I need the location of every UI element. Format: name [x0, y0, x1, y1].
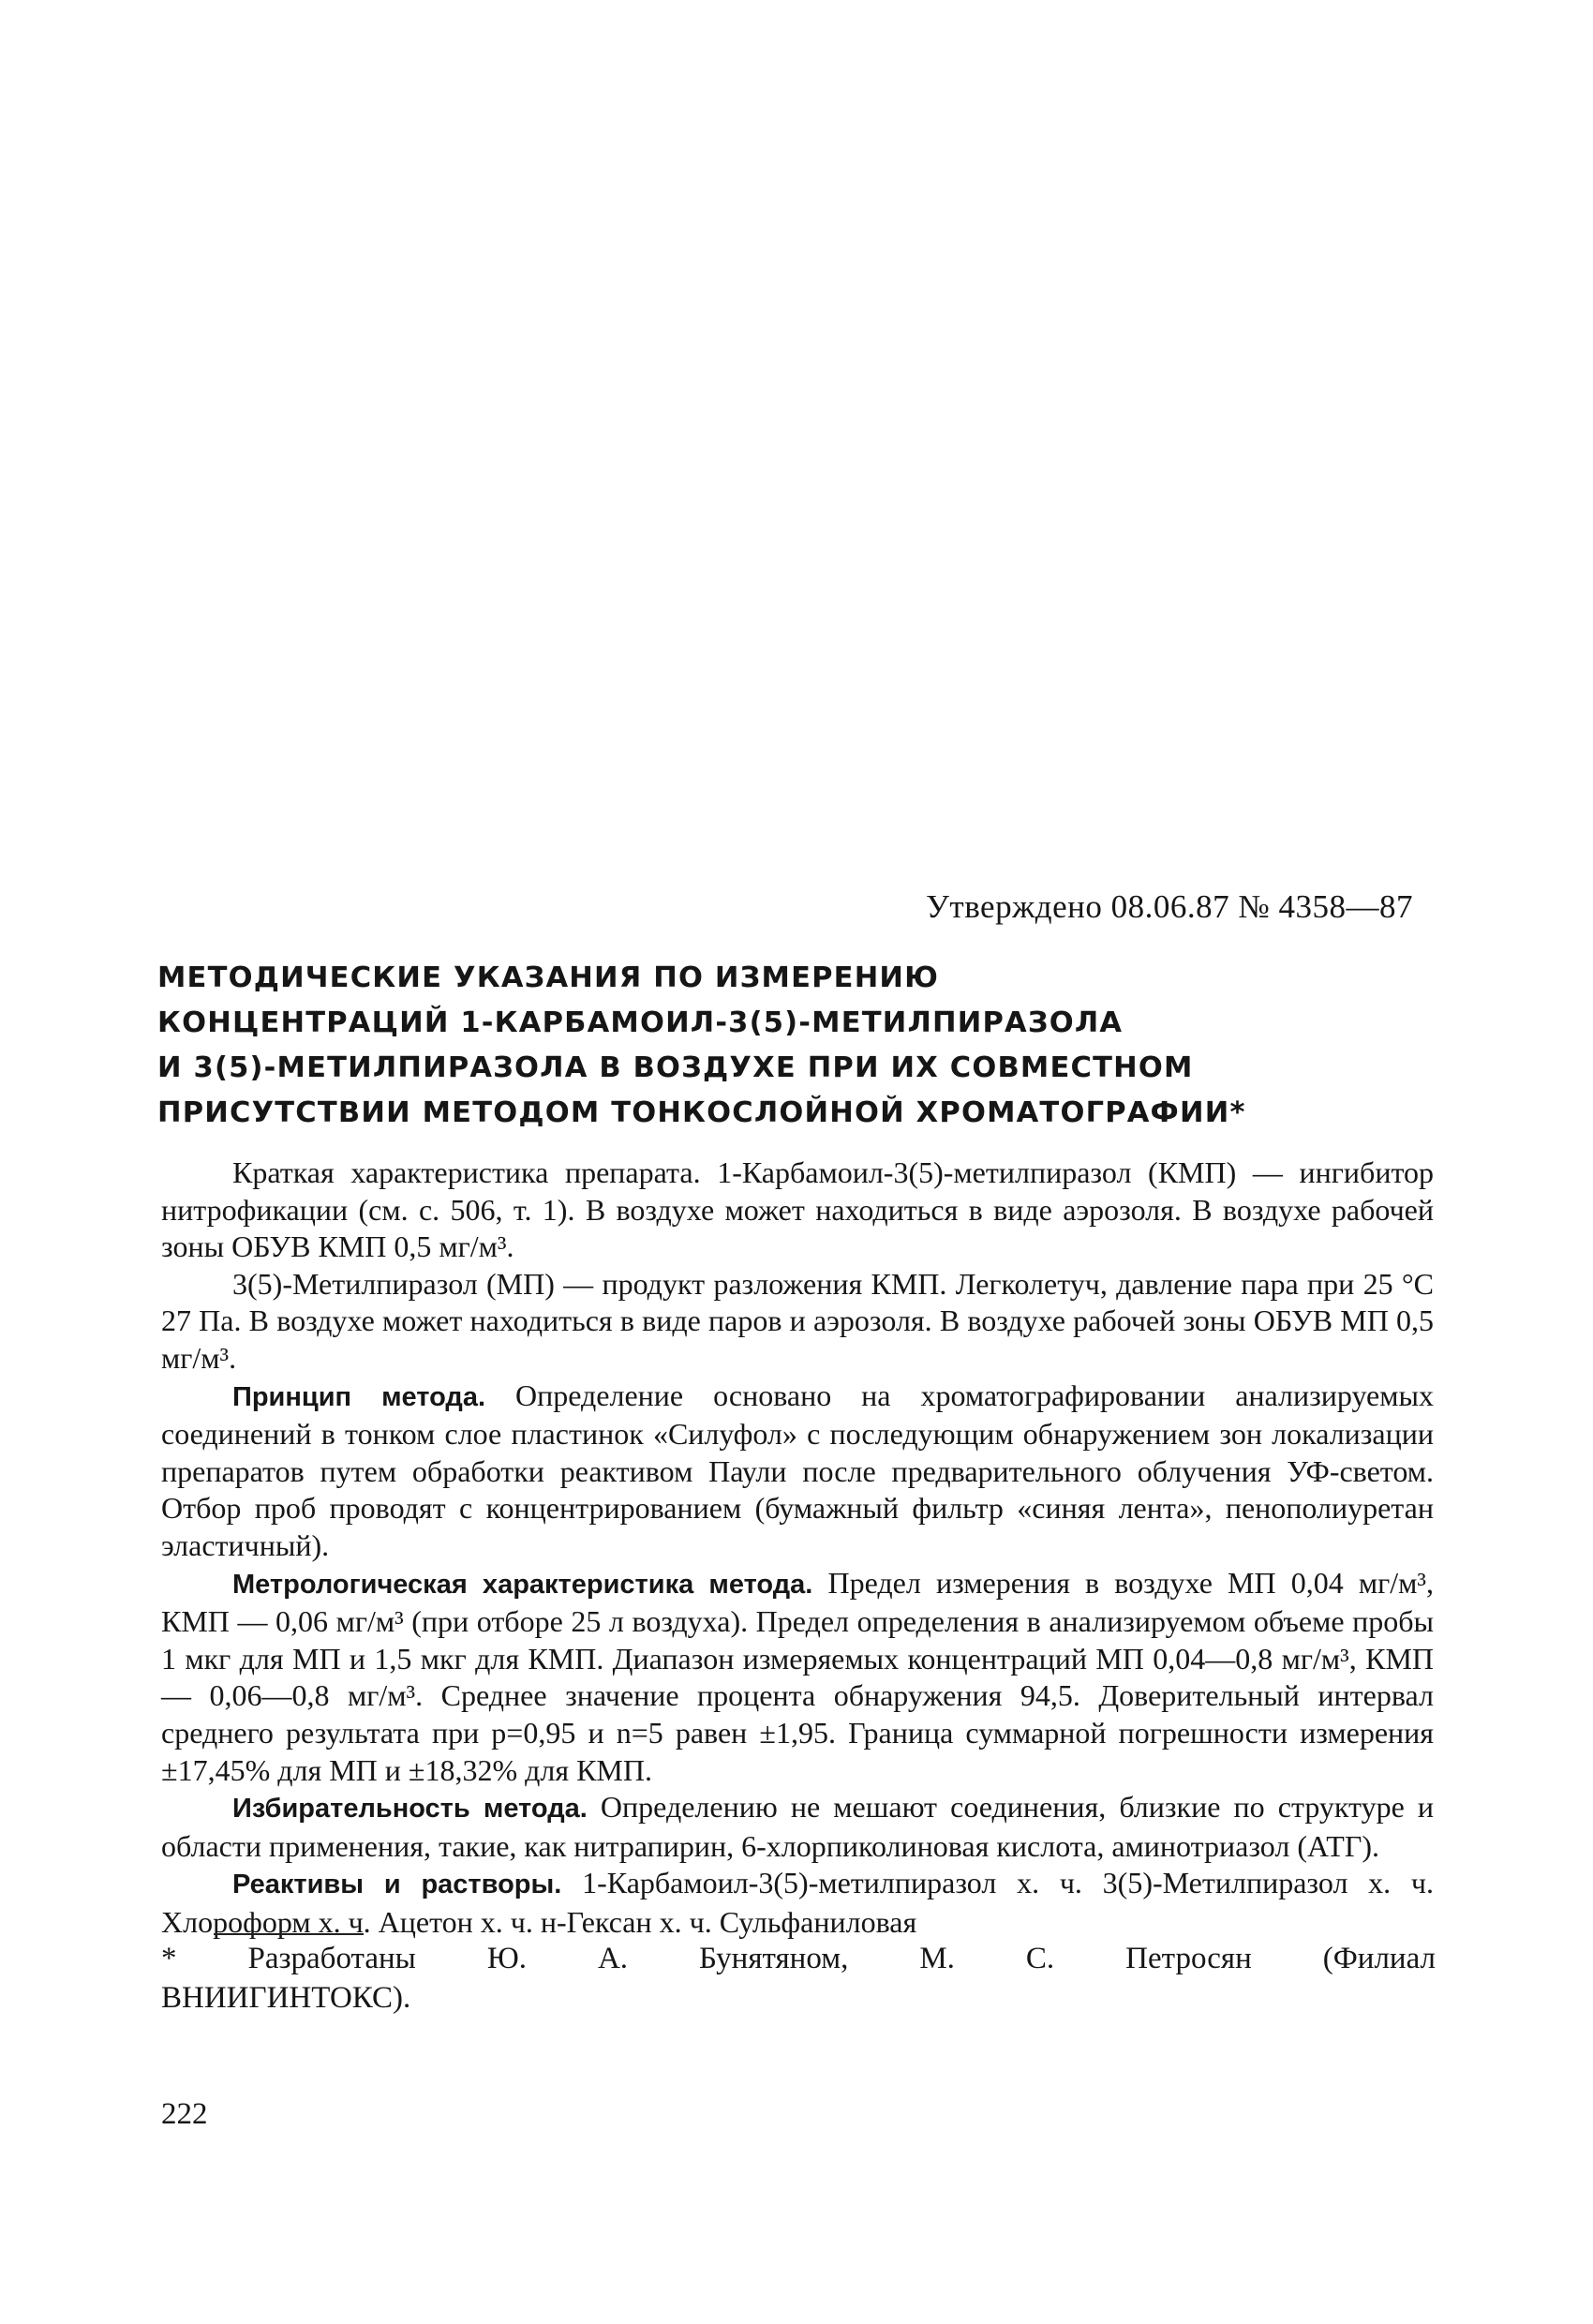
paragraph-heading: Принцип метода.: [232, 1381, 486, 1412]
paragraph-text: Предел измерения в воздухе МП 0,04 мг/м³, КМП — 0,06 мг/м³ (при отборе 25 л воздуха). Предел определения в анализируемом объеме пробы 1 мкг для МП и 1,5 мкг для КМП. Диапазон измеряемых концентраций МП 0,04—0,8 мг/м³, КМП — 0,06—0,8 мг/м³. Среднее значение процента обнаружения 94,5. Доверительный интервал среднего результата при p=0,95 и n=5 равен ±1,95. Граница суммарной погрешности измерения ±17,45% для МП и ±18,32% для КМП.: [161, 1565, 1434, 1787]
footnote-line: ВНИИГИНТОКС).: [161, 1981, 411, 2015]
paragraph-text: Определение основано на хроматографировании анализируемых соединений в тонком слое пластинок «Силуфол» с последующим обнаружением зон локализации препаратов путем обработки реактивом Паули после предварительного облучения УФ-светом. Отбор проб проводят с концентрированием (бумажный фильтр «синяя лента», пенополиуретан эластичный).: [161, 1378, 1435, 1562]
paragraph-product-characteristics: [161, 1155, 1434, 1266]
document-title: [157, 956, 1469, 1136]
paragraph-heading: Метрологическая характеристика метода.: [232, 1569, 813, 1600]
title-line: КОНЦЕНТРАЦИЙ 1-КАРБАМОИЛ-3(5)-МЕТИЛПИРАЗОЛА: [157, 1006, 1124, 1039]
paragraph-heading: Избирательность метода.: [232, 1794, 588, 1825]
paragraph-text: 1-Карбамоил-3(5)-метилпиразол х. ч. 3(5)-Метилпиразол х. ч. Хлороформ х. ч. Ацетон х. ч. н-Гексан х. ч. Сульфаниловая: [161, 1866, 1435, 1939]
title-line: ПРИСУТСТВИИ МЕТОДОМ ТОНКОСЛОЙНОЙ ХРОМАТОГРАФИИ*: [157, 1096, 1246, 1129]
approval-line: Утверждено 08.06.87 № 4358—87: [926, 888, 1413, 925]
paragraph-reagents: [161, 1865, 1434, 1941]
title-line: И 3(5)-МЕТИЛПИРАЗОЛА В ВОЗДУХЕ ПРИ ИХ СОВМЕСТНОМ: [157, 1051, 1194, 1084]
footnote-line: * Разработаны Ю. А. Бунятяном, М. С. Петросян (Филиал: [161, 1942, 1436, 1975]
paragraph-text: Краткая характеристика препарата. 1-Карбамоил-3(5)-метилпиразол (КМП) — ингибитор нитрофикации (см. с. 506, т. 1). В воздухе может находиться в виде аэрозоля. В воздухе рабочей зоны ОБУВ КМП 0,5 мг/м³.: [161, 1155, 1434, 1264]
paragraph-text: 3(5)-Метилпиразол (МП) — продукт разложения КМП. Легколетуч, давление пара при 25 °С 27 Па. В воздухе может находиться в виде паров и аэрозоля. В воздухе рабочей зоны ОБУВ МП 0,5 мг/м³.: [161, 1266, 1434, 1375]
paragraph-selectivity: [161, 1789, 1434, 1865]
page-number: 222: [161, 2097, 208, 2131]
paragraph-methylpyrazole: [161, 1266, 1434, 1378]
paragraph-text: Определению не мешают соединения, близкие по структуре и области применения, такие, как нитрапирин, 6-хлорпиколиновая кислота, аминотриазол (АТГ).: [161, 1790, 1435, 1863]
footnote-divider: [214, 1933, 364, 1935]
paragraph-heading: Реактивы и растворы.: [232, 1870, 562, 1900]
paragraph-method-principle: [161, 1378, 1434, 1565]
title-line: МЕТОДИЧЕСКИЕ УКАЗАНИЯ ПО ИЗМЕРЕНИЮ: [157, 961, 940, 994]
body-text: [161, 1155, 1434, 1941]
paragraph-metrology: [161, 1565, 1434, 1790]
